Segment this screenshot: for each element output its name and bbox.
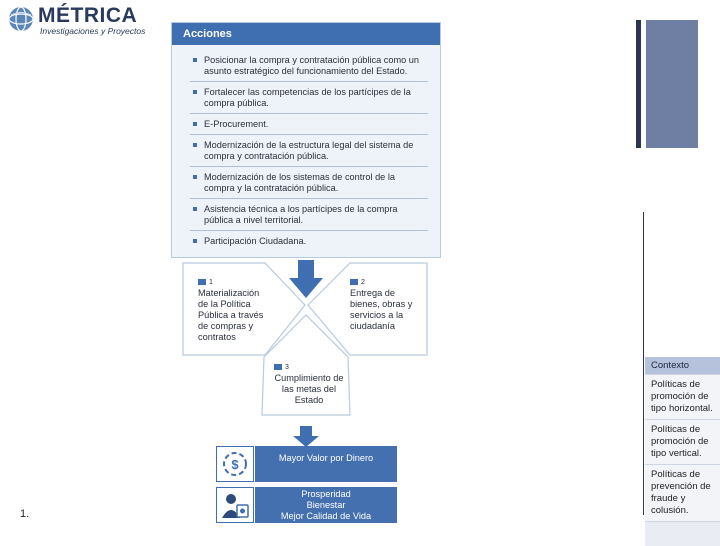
- result-value: Mayor Valor por Dinero: [255, 446, 397, 482]
- down-arrow-icon-2: [292, 426, 320, 448]
- list-item: Participación Ciudadana.: [190, 234, 428, 251]
- panel-title: Acciones: [172, 23, 440, 45]
- nav-item-horizontal[interactable]: Políticas de promoción de tipo horizontal.: [645, 375, 720, 420]
- nav-item-fraude[interactable]: Políticas de prevención de fraude y colusión.: [645, 465, 720, 522]
- sidebar-dark-bar: [636, 20, 641, 148]
- actions-panel: [171, 22, 441, 258]
- nav-item-empty: [645, 522, 720, 546]
- list-item: Fortalecer las competencias de los partícipes de la compra pública.: [190, 85, 428, 114]
- actions-list: [190, 53, 428, 254]
- box1-marker: [198, 279, 206, 285]
- box1-label: Materialización de la Política Pública a través de compras y contratos: [198, 288, 264, 342]
- box2-text: [350, 277, 420, 332]
- nav-item-vertical[interactable]: Políticas de promoción de tipo vertical.: [645, 420, 720, 465]
- box3-number: 3: [285, 364, 289, 371]
- people-icon: [217, 488, 253, 522]
- people-icon-box: [216, 487, 254, 523]
- svg-text:$: $: [231, 457, 239, 472]
- bullet-icon: [193, 175, 197, 179]
- globe-icon: [8, 6, 34, 32]
- logo-subtitle: Investigaciones y Proyectos: [40, 26, 146, 36]
- nav-item-contexto[interactable]: Contexto: [645, 357, 720, 375]
- list-item: Modernización de los sistemas de control de la compra y la contratación pública.: [190, 170, 428, 199]
- metrica-logo: [8, 4, 146, 38]
- logo-title: MÉTRICA: [38, 4, 138, 27]
- bullet-icon: [193, 207, 197, 211]
- list-item: E-Procurement.: [190, 117, 428, 135]
- sidebar-divider: [643, 212, 644, 515]
- money-icon: [217, 447, 253, 481]
- down-arrow-icon: [289, 260, 323, 298]
- box3-label: Cumplimiento de las metas del Estado: [274, 373, 344, 405]
- bullet-icon: [193, 122, 197, 126]
- box2-label: Entrega de bienes, obras y servicios a la ciudadanía: [350, 288, 413, 331]
- box3-text: [274, 362, 344, 406]
- side-nav: [645, 357, 720, 546]
- list-item: Asistencia técnica a los partícipes de la compra pública a nivel territorial.: [190, 202, 428, 231]
- box3-marker: [274, 364, 282, 370]
- box1-number: 1: [209, 279, 213, 286]
- bullet-icon: [193, 58, 197, 62]
- bullet-icon: [193, 239, 197, 243]
- list-item: Modernización de la estructura legal del sistema de compra y contratación pública.: [190, 138, 428, 167]
- slide-number: 1.: [20, 508, 30, 520]
- box1-text: [198, 277, 270, 343]
- bullet-icon: [193, 143, 197, 147]
- box2-number: 2: [361, 279, 365, 286]
- box2-marker: [350, 279, 358, 285]
- list-item: Posicionar la compra y contratación pública como un asunto estratégico del funcionamiento del Estado.: [190, 53, 428, 82]
- result-prosperity: Prosperidad Bienestar Mejor Calidad de Vida: [255, 487, 397, 523]
- sidebar-blue-block: [646, 20, 698, 148]
- bullet-icon: [193, 90, 197, 94]
- money-icon-box: [216, 446, 254, 482]
